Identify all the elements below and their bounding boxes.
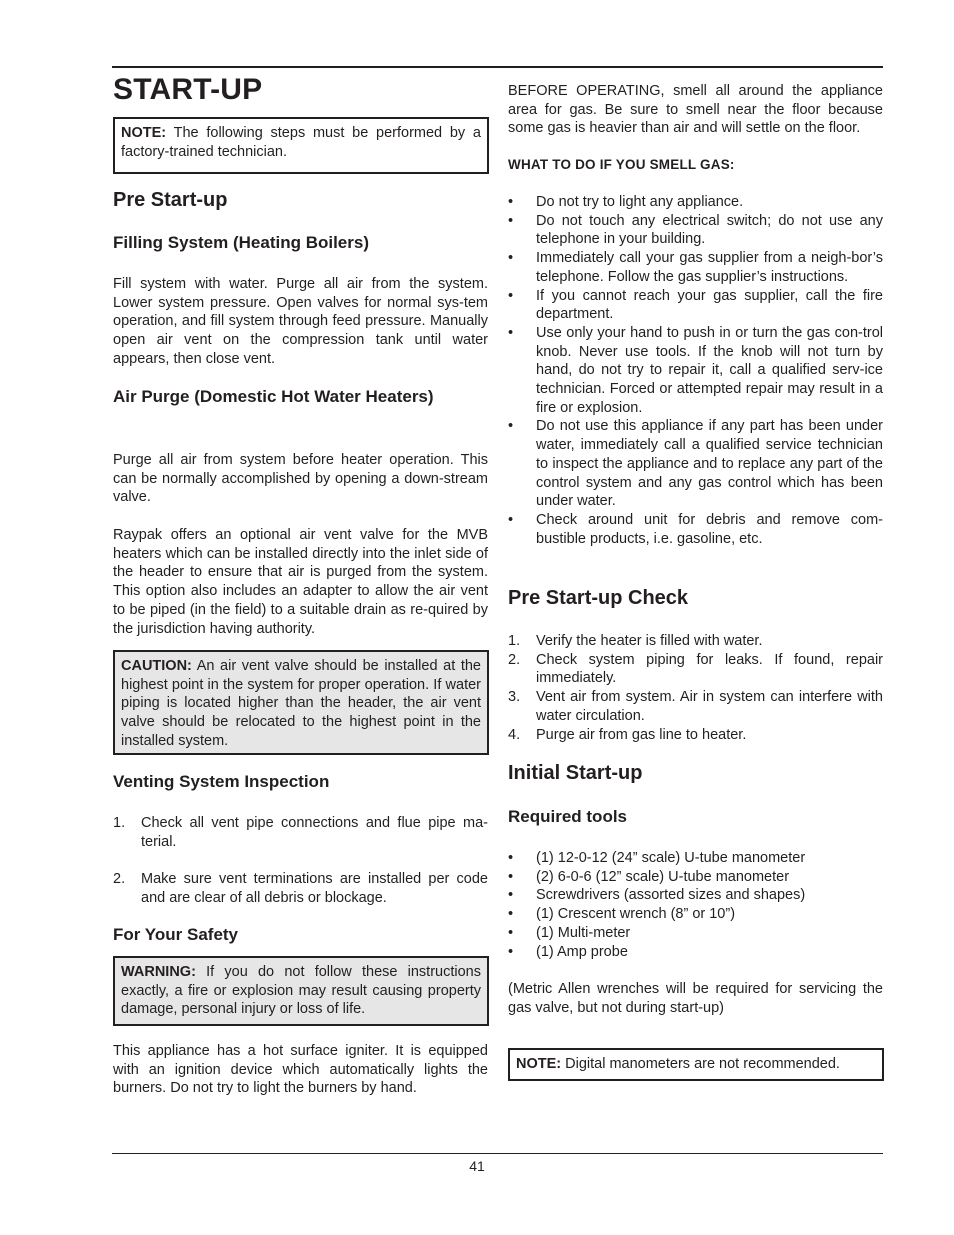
warning-text: If you do not follow these instructions exactly, a fire or explosion may result causing property damage, personal injury or loss of life. [121,964,481,1018]
metric-text: (Metric Allen wrenches will be required for servicing the gas valve, but not during start-up) [508,981,883,1016]
list-item: • Use only your hand to push in or turn the gas con-trol knob. Never use tools. If the knob will not turn by hand, do not try to repair it, call a qualified serv-ice technician. Forced or attempted repair may result in a fire or explosion. [508,324,883,416]
list-item: • Do not touch any electrical switch; do not use any telephone in your building. [508,212,883,248]
tools-list [508,849,883,961]
list-item: 1. Check all vent pipe connections and flue pipe ma-terial. [113,815,488,850]
list-item: 2. Check system piping for leaks. If found, repair immediately. [508,651,883,687]
note-label: NOTE: [516,1056,562,1072]
bottom-rule [112,1153,883,1154]
list-item: • Screwdrivers (assorted sizes and shapes) [508,887,806,904]
caution-label: CAUTION: [121,658,192,674]
note-label: NOTE: [121,125,167,141]
list-item: • (1) Crescent wrench (8” or 10”) [508,906,736,923]
filling-text: Fill system with water. Purge all air from the system. Lower system pressure. Open valves for normal sys-tem operation, and fill system through feed pressure. Manually open air vent on the compression tank until water appears, then close vent. [113,276,488,367]
list-item: • (1) Multi-meter [508,924,631,941]
page-title: START-UP [113,73,263,106]
initial-startup-heading: Initial Start-up [508,762,643,784]
note-text: Digital manometers are not recommended. [561,1056,840,1072]
list-item: • (2) 6-0-6 (12” scale) U-tube manometer [508,868,790,885]
venting-list [113,814,488,908]
warning-label: WARNING: [121,964,196,980]
caution-box [113,650,489,755]
top-rule [112,66,883,68]
air-purge-text-1: Purge all air from system before heater operation. This can be normally accomplished by opening a down-stream valve. [113,452,488,506]
check-heading: Pre Start-up Check [508,587,689,609]
list-item: • If you cannot reach your gas supplier, call the fire department. [508,287,883,323]
list-item: • (1) Amp probe [508,943,628,960]
list-item: • Do not use this appliance if any part has been under water, immediately call a qualified service technician to inspect the appliance and to replace any part of the control system and any gas control which has been under water. [508,418,883,510]
list-item: • Do not try to light any appliance. [508,194,744,210]
safety-text: This appliance has a hot surface igniter. It is equipped with an ignition device which automatically lights the burners. Do not try to light the burners by hand. [113,1043,488,1097]
smell-gas-list [508,193,883,548]
list-item: 1. Verify the heater is filled with water. [508,633,763,649]
page-number: 41 [469,1158,485,1174]
air-purge-text-2: Raypak offers an optional air vent valve for the MVB heaters which can be installed directly into the inlet side of the header to ensure that air is purged from the system. This option also includes an adapter to allow the air vent to be piped (in the field) to a suitable drain as re-quired by the jurisdiction having authority. [113,527,488,637]
check-list [508,632,883,744]
list-item: 4. Purge air from gas line to heater. [508,726,747,743]
list-item: 2. Make sure vent terminations are installed per code and are clear of all debris or blockage. [113,871,488,906]
warning-box [113,956,489,1026]
list-item: • Check around unit for debris and remove com-bustible products, i.e. gasoline, etc. [508,511,883,547]
list-item: 3. Vent air from system. Air in system can interfere with water circulation. [508,689,883,724]
note-box-2 [508,1048,884,1081]
venting-heading: Venting System Inspection [113,772,330,791]
pre-startup-heading: Pre Start-up [113,189,228,211]
air-purge-heading: Air Purge (Domestic Hot Water Heaters) [113,387,434,406]
list-item: • (1) 12-0-12 (24” scale) U-tube manometer [508,850,806,866]
note-text: The following steps must be performed by a factory-trained technician. [121,125,481,160]
tools-heading: Required tools [508,807,628,826]
caution-text: An air vent valve should be installed at the highest point in the system for proper operation. If water piping is located higher than the header, the air vent valve should be relocated to the highest point in the installed system. [121,658,481,749]
note-box [113,117,489,174]
smell-gas-heading: WHAT TO DO IF YOU SMELL GAS: [508,157,735,172]
before-operating-text: BEFORE OPERATING, smell all around the appliance area for gas. Be sure to smell near the floor because some gas is heavier than air and will settle on the floor. [508,83,883,137]
safety-heading: For Your Safety [113,925,239,944]
list-item: • Immediately call your gas supplier from a neigh-bor’s telephone. Follow the gas supplier’s instructions. [508,250,883,285]
filling-heading: Filling System (Heating Boilers) [113,233,369,252]
